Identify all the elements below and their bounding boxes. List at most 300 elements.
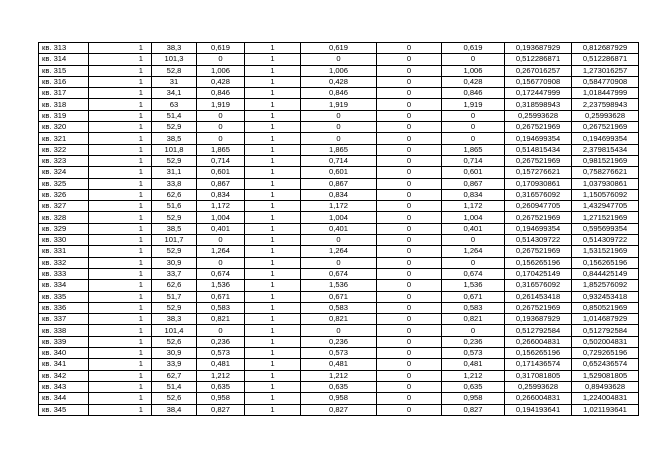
cell-zero-col: 0 [377, 393, 442, 404]
table-row [39, 65, 639, 76]
table-row [39, 88, 639, 99]
cell-apartment: кв. 314 [39, 54, 89, 65]
cell-total: 0,267521969 [572, 122, 639, 133]
cell-count: 1 [89, 381, 152, 392]
cell-value-c: 0,481 [442, 359, 505, 370]
cell-factor: 1 [245, 178, 301, 189]
cell-count: 1 [89, 65, 152, 76]
cell-value-b: 1,006 [301, 65, 377, 76]
cell-share: 0,512792584 [505, 325, 572, 336]
cell-value-a: 0 [197, 325, 245, 336]
table-row [39, 348, 639, 359]
cell-value-a: 0,236 [197, 336, 245, 347]
cell-apartment: кв. 322 [39, 144, 89, 155]
cell-total: 0,981521969 [572, 155, 639, 166]
table-row [39, 302, 639, 313]
table-row [39, 235, 639, 246]
document-page [38, 42, 639, 416]
cell-value-a: 0,481 [197, 359, 245, 370]
cell-value-a: 1,006 [197, 65, 245, 76]
cell-zero-col: 0 [377, 223, 442, 234]
cell-value-a: 0,428 [197, 76, 245, 87]
cell-total: 0,652436574 [572, 359, 639, 370]
cell-zero-col: 0 [377, 212, 442, 223]
cell-apartment: кв. 321 [39, 133, 89, 144]
cell-area: 38,4 [152, 404, 197, 415]
cell-share: 0,514309722 [505, 235, 572, 246]
cell-apartment: кв. 345 [39, 404, 89, 415]
cell-value-b: 0,573 [301, 348, 377, 359]
cell-area: 33,7 [152, 268, 197, 279]
table-row [39, 314, 639, 325]
cell-apartment: кв. 319 [39, 110, 89, 121]
cell-count: 1 [89, 235, 152, 246]
cell-total: 0,512792584 [572, 325, 639, 336]
cell-area: 38,5 [152, 133, 197, 144]
cell-total: 0,194699354 [572, 133, 639, 144]
cell-value-b: 0,958 [301, 393, 377, 404]
cell-area: 34,1 [152, 88, 197, 99]
cell-zero-col: 0 [377, 314, 442, 325]
cell-area: 51,4 [152, 110, 197, 121]
cell-zero-col: 0 [377, 201, 442, 212]
cell-area: 31,1 [152, 167, 197, 178]
cell-value-b: 0,236 [301, 336, 377, 347]
cell-total: 1,021193641 [572, 404, 639, 415]
cell-value-c: 0,635 [442, 381, 505, 392]
cell-share: 0,266004831 [505, 336, 572, 347]
cell-area: 33,8 [152, 178, 197, 189]
cell-zero-col: 0 [377, 65, 442, 76]
cell-zero-col: 0 [377, 189, 442, 200]
cell-value-a: 0,619 [197, 43, 245, 54]
cell-zero-col: 0 [377, 348, 442, 359]
cell-zero-col: 0 [377, 99, 442, 110]
cell-value-b: 0,714 [301, 155, 377, 166]
table-row [39, 359, 639, 370]
cell-count: 1 [89, 43, 152, 54]
table-row [39, 291, 639, 302]
cell-apartment: кв. 324 [39, 167, 89, 178]
cell-value-c: 0,958 [442, 393, 505, 404]
cell-value-c: 1,172 [442, 201, 505, 212]
cell-factor: 1 [245, 393, 301, 404]
cell-value-b: 0 [301, 122, 377, 133]
cell-factor: 1 [245, 54, 301, 65]
table-row [39, 404, 639, 415]
cell-share: 0,267016257 [505, 65, 572, 76]
cell-apartment: кв. 337 [39, 314, 89, 325]
cell-value-a: 0,583 [197, 302, 245, 313]
cell-area: 52,9 [152, 302, 197, 313]
cell-value-b: 0,846 [301, 88, 377, 99]
cell-share: 0,267521969 [505, 212, 572, 223]
cell-value-c: 0 [442, 122, 505, 133]
cell-value-c: 0 [442, 54, 505, 65]
table-row [39, 155, 639, 166]
cell-value-b: 0,401 [301, 223, 377, 234]
cell-share: 0,267521969 [505, 302, 572, 313]
cell-total: 1,018447999 [572, 88, 639, 99]
cell-value-c: 0,834 [442, 189, 505, 200]
cell-value-b: 1,172 [301, 201, 377, 212]
cell-count: 1 [89, 280, 152, 291]
cell-share: 0,171436574 [505, 359, 572, 370]
cell-share: 0,193687929 [505, 43, 572, 54]
cell-count: 1 [89, 54, 152, 65]
cell-factor: 1 [245, 99, 301, 110]
cell-value-c: 1,536 [442, 280, 505, 291]
table-row [39, 99, 639, 110]
cell-total: 1,529081805 [572, 370, 639, 381]
cell-count: 1 [89, 99, 152, 110]
cell-value-b: 1,004 [301, 212, 377, 223]
cell-area: 33,9 [152, 359, 197, 370]
cell-zero-col: 0 [377, 144, 442, 155]
cell-value-c: 0 [442, 235, 505, 246]
cell-total: 2,379815434 [572, 144, 639, 155]
cell-value-a: 1,536 [197, 280, 245, 291]
cell-count: 1 [89, 201, 152, 212]
cell-value-b: 0 [301, 257, 377, 268]
cell-count: 1 [89, 144, 152, 155]
cell-count: 1 [89, 133, 152, 144]
cell-zero-col: 0 [377, 235, 442, 246]
cell-value-b: 0,834 [301, 189, 377, 200]
cell-zero-col: 0 [377, 54, 442, 65]
cell-zero-col: 0 [377, 291, 442, 302]
table-row [39, 223, 639, 234]
cell-value-a: 0,635 [197, 381, 245, 392]
cell-factor: 1 [245, 325, 301, 336]
cell-share: 0,156265196 [505, 348, 572, 359]
cell-count: 1 [89, 88, 152, 99]
table-row [39, 54, 639, 65]
cell-zero-col: 0 [377, 246, 442, 257]
cell-apartment: кв. 338 [39, 325, 89, 336]
cell-area: 52,9 [152, 155, 197, 166]
table-row [39, 110, 639, 121]
cell-share: 0,261453418 [505, 291, 572, 302]
cell-apartment: кв. 315 [39, 65, 89, 76]
cell-zero-col: 0 [377, 404, 442, 415]
cell-count: 1 [89, 178, 152, 189]
cell-share: 0,193687929 [505, 314, 572, 325]
cell-share: 0,156770908 [505, 76, 572, 87]
cell-value-a: 1,865 [197, 144, 245, 155]
cell-factor: 1 [245, 235, 301, 246]
table-row [39, 178, 639, 189]
cell-area: 31 [152, 76, 197, 87]
cell-zero-col: 0 [377, 167, 442, 178]
table-row [39, 393, 639, 404]
cell-factor: 1 [245, 302, 301, 313]
cell-share: 0,194193641 [505, 404, 572, 415]
cell-total: 0,514309722 [572, 235, 639, 246]
cell-value-c: 1,004 [442, 212, 505, 223]
cell-value-b: 0,821 [301, 314, 377, 325]
cell-count: 1 [89, 223, 152, 234]
cell-zero-col: 0 [377, 325, 442, 336]
cell-area: 101,3 [152, 54, 197, 65]
cell-total: 1,432947705 [572, 201, 639, 212]
cell-apartment: кв. 336 [39, 302, 89, 313]
cell-share: 0,25993628 [505, 110, 572, 121]
cell-total: 0,758276621 [572, 167, 639, 178]
cell-value-a: 0 [197, 133, 245, 144]
cell-value-a: 1,172 [197, 201, 245, 212]
cell-value-b: 1,536 [301, 280, 377, 291]
cell-value-b: 1,919 [301, 99, 377, 110]
cell-share: 0,267521969 [505, 155, 572, 166]
cell-factor: 1 [245, 88, 301, 99]
cell-factor: 1 [245, 223, 301, 234]
cell-factor: 1 [245, 280, 301, 291]
cell-zero-col: 0 [377, 76, 442, 87]
cell-count: 1 [89, 155, 152, 166]
cell-value-c: 0,846 [442, 88, 505, 99]
cell-area: 51,6 [152, 201, 197, 212]
cell-value-c: 0,671 [442, 291, 505, 302]
cell-factor: 1 [245, 155, 301, 166]
cell-share: 0,25993628 [505, 381, 572, 392]
cell-factor: 1 [245, 268, 301, 279]
cell-apartment: кв. 344 [39, 393, 89, 404]
cell-total: 1,014687929 [572, 314, 639, 325]
cell-value-c: 0,583 [442, 302, 505, 313]
cell-value-c: 0,827 [442, 404, 505, 415]
cell-factor: 1 [245, 314, 301, 325]
cell-apartment: кв. 329 [39, 223, 89, 234]
cell-factor: 1 [245, 348, 301, 359]
cell-share: 0,170930861 [505, 178, 572, 189]
cell-area: 101,7 [152, 235, 197, 246]
cell-count: 1 [89, 268, 152, 279]
cell-area: 101,8 [152, 144, 197, 155]
cell-total: 0,850521969 [572, 302, 639, 313]
table-row [39, 370, 639, 381]
cell-share: 0,194699354 [505, 133, 572, 144]
cell-count: 1 [89, 336, 152, 347]
cell-zero-col: 0 [377, 370, 442, 381]
cell-area: 52,9 [152, 212, 197, 223]
cell-value-c: 1,212 [442, 370, 505, 381]
cell-factor: 1 [245, 144, 301, 155]
cell-area: 52,8 [152, 65, 197, 76]
cell-apartment: кв. 342 [39, 370, 89, 381]
cell-zero-col: 0 [377, 257, 442, 268]
cell-value-a: 0,867 [197, 178, 245, 189]
cell-total: 0,584770908 [572, 76, 639, 87]
cell-value-a: 0 [197, 54, 245, 65]
cell-value-b: 0 [301, 235, 377, 246]
table-row [39, 167, 639, 178]
cell-value-c: 0 [442, 257, 505, 268]
cell-share: 0,267521969 [505, 246, 572, 257]
cell-area: 101,4 [152, 325, 197, 336]
cell-value-c: 1,865 [442, 144, 505, 155]
cell-value-b: 0,428 [301, 76, 377, 87]
cell-value-c: 0,867 [442, 178, 505, 189]
cell-value-c: 1,919 [442, 99, 505, 110]
cell-zero-col: 0 [377, 268, 442, 279]
cell-apartment: кв. 317 [39, 88, 89, 99]
cell-zero-col: 0 [377, 155, 442, 166]
cell-total: 0,812687929 [572, 43, 639, 54]
cell-value-b: 1,264 [301, 246, 377, 257]
cell-value-c: 0,236 [442, 336, 505, 347]
cell-area: 52,9 [152, 246, 197, 257]
cell-zero-col: 0 [377, 133, 442, 144]
cell-apartment: кв. 341 [39, 359, 89, 370]
cell-value-a: 0,714 [197, 155, 245, 166]
cell-apartment: кв. 333 [39, 268, 89, 279]
cell-share: 0,266004831 [505, 393, 572, 404]
cell-factor: 1 [245, 212, 301, 223]
cell-count: 1 [89, 302, 152, 313]
cell-factor: 1 [245, 336, 301, 347]
cell-value-c: 0,401 [442, 223, 505, 234]
cell-zero-col: 0 [377, 178, 442, 189]
cell-value-c: 0,821 [442, 314, 505, 325]
cell-factor: 1 [245, 257, 301, 268]
cell-value-b: 0 [301, 54, 377, 65]
cell-value-c: 0,674 [442, 268, 505, 279]
cell-share: 0,514815434 [505, 144, 572, 155]
cell-total: 1,852576092 [572, 280, 639, 291]
table-row [39, 212, 639, 223]
cell-count: 1 [89, 314, 152, 325]
cell-total: 0,844425149 [572, 268, 639, 279]
cell-count: 1 [89, 246, 152, 257]
table-row [39, 280, 639, 291]
cell-share: 0,316576092 [505, 280, 572, 291]
cell-share: 0,194699354 [505, 223, 572, 234]
cell-total: 0,595699354 [572, 223, 639, 234]
cell-value-a: 0 [197, 235, 245, 246]
cell-share: 0,318598943 [505, 99, 572, 110]
cell-zero-col: 0 [377, 110, 442, 121]
cell-value-a: 0,671 [197, 291, 245, 302]
cell-value-b: 0 [301, 133, 377, 144]
cell-total: 0,512286871 [572, 54, 639, 65]
cell-share: 0,260947705 [505, 201, 572, 212]
cell-factor: 1 [245, 359, 301, 370]
cell-count: 1 [89, 348, 152, 359]
cell-total: 1,271521969 [572, 212, 639, 223]
cell-share: 0,267521969 [505, 122, 572, 133]
table-row [39, 336, 639, 347]
table-body [39, 43, 639, 416]
cell-value-c: 1,006 [442, 65, 505, 76]
cell-value-a: 0,834 [197, 189, 245, 200]
cell-apartment: кв. 313 [39, 43, 89, 54]
cell-value-c: 0,428 [442, 76, 505, 87]
cell-value-a: 0,401 [197, 223, 245, 234]
cell-count: 1 [89, 359, 152, 370]
cell-area: 52,6 [152, 393, 197, 404]
cell-apartment: кв. 327 [39, 201, 89, 212]
cell-value-c: 0,619 [442, 43, 505, 54]
cell-factor: 1 [245, 370, 301, 381]
cell-total: 1,150576092 [572, 189, 639, 200]
cell-value-b: 0,601 [301, 167, 377, 178]
cell-total: 0,502004831 [572, 336, 639, 347]
cell-apartment: кв. 328 [39, 212, 89, 223]
cell-zero-col: 0 [377, 302, 442, 313]
cell-total: 1,037930861 [572, 178, 639, 189]
cell-factor: 1 [245, 133, 301, 144]
table-row [39, 144, 639, 155]
cell-count: 1 [89, 189, 152, 200]
cell-count: 1 [89, 291, 152, 302]
cell-value-b: 0,619 [301, 43, 377, 54]
cell-apartment: кв. 339 [39, 336, 89, 347]
cell-value-b: 0,481 [301, 359, 377, 370]
table-row [39, 133, 639, 144]
cell-zero-col: 0 [377, 381, 442, 392]
cell-value-b: 0,635 [301, 381, 377, 392]
cell-area: 30,9 [152, 257, 197, 268]
cell-area: 51,7 [152, 291, 197, 302]
cell-value-b: 0,671 [301, 291, 377, 302]
cell-count: 1 [89, 393, 152, 404]
cell-factor: 1 [245, 76, 301, 87]
cell-value-a: 0,958 [197, 393, 245, 404]
cell-area: 38,3 [152, 43, 197, 54]
table-row [39, 325, 639, 336]
cell-area: 51,4 [152, 381, 197, 392]
cell-value-b: 0,827 [301, 404, 377, 415]
cell-value-a: 1,264 [197, 246, 245, 257]
cell-zero-col: 0 [377, 88, 442, 99]
cell-apartment: кв. 335 [39, 291, 89, 302]
table-row [39, 246, 639, 257]
cell-total: 0,156265196 [572, 257, 639, 268]
cell-total: 0,25993628 [572, 110, 639, 121]
cell-count: 1 [89, 110, 152, 121]
cell-factor: 1 [245, 381, 301, 392]
cell-total: 0,729265196 [572, 348, 639, 359]
cell-area: 62,7 [152, 370, 197, 381]
cell-total: 0,89493628 [572, 381, 639, 392]
cell-value-b: 0,583 [301, 302, 377, 313]
cell-share: 0,172447999 [505, 88, 572, 99]
table-row [39, 381, 639, 392]
cell-count: 1 [89, 167, 152, 178]
cell-count: 1 [89, 325, 152, 336]
apartment-table [38, 42, 639, 416]
cell-factor: 1 [245, 291, 301, 302]
cell-value-a: 0,846 [197, 88, 245, 99]
cell-value-a: 0,674 [197, 268, 245, 279]
cell-apartment: кв. 323 [39, 155, 89, 166]
table-row [39, 257, 639, 268]
cell-total: 1,273016257 [572, 65, 639, 76]
cell-count: 1 [89, 257, 152, 268]
cell-factor: 1 [245, 110, 301, 121]
cell-value-c: 0 [442, 133, 505, 144]
cell-count: 1 [89, 370, 152, 381]
cell-apartment: кв. 325 [39, 178, 89, 189]
cell-share: 0,157276621 [505, 167, 572, 178]
table-row [39, 189, 639, 200]
cell-value-b: 0 [301, 325, 377, 336]
cell-value-a: 0,827 [197, 404, 245, 415]
cell-zero-col: 0 [377, 43, 442, 54]
cell-value-c: 0,601 [442, 167, 505, 178]
cell-apartment: кв. 320 [39, 122, 89, 133]
